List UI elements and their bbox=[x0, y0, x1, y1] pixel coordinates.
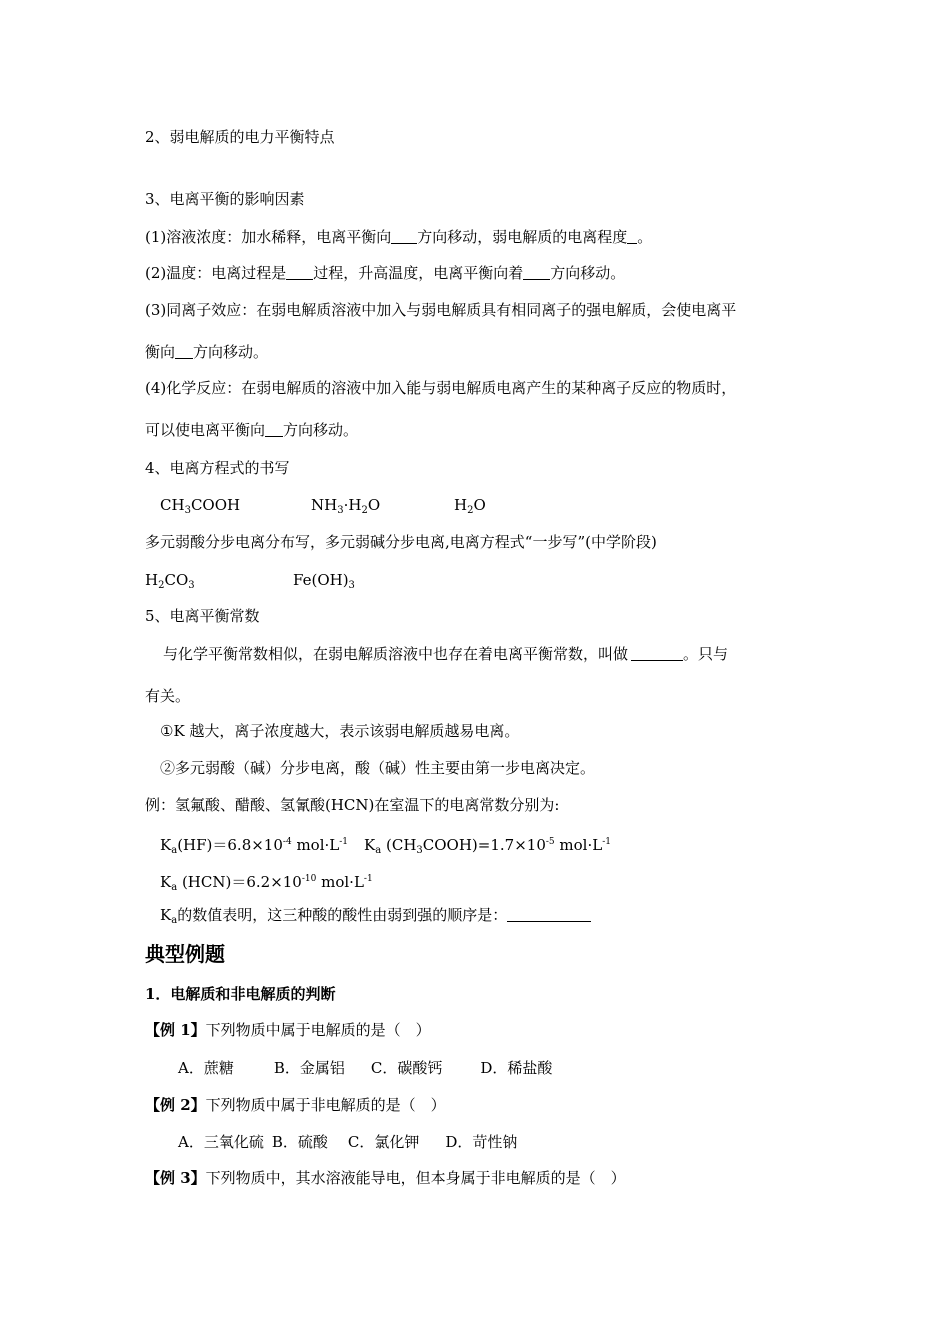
text: mol·L bbox=[291, 836, 340, 854]
option-a: A．蔗糖 bbox=[178, 1059, 234, 1077]
example-1-options bbox=[178, 1058, 552, 1078]
text: (2)温度：电离过程是 bbox=[145, 264, 287, 282]
blank bbox=[631, 646, 683, 661]
text: K bbox=[160, 873, 172, 891]
blank bbox=[265, 422, 283, 437]
option-a: A．三氧化硫 bbox=[178, 1133, 264, 1151]
subscript: 3 bbox=[337, 505, 344, 516]
stepwise-note: 多元弱酸分步电离分布写，多元弱碱分步电离,电离方程式“一步写”(中学阶段) bbox=[145, 533, 657, 551]
superscript: -1 bbox=[339, 837, 349, 847]
text: K bbox=[364, 836, 376, 854]
text: (1)溶液浓度：加水稀释，电离平衡向 bbox=[145, 228, 392, 246]
text: 方向移动。 bbox=[283, 421, 359, 439]
example-3-question bbox=[145, 1168, 626, 1188]
subscript: 3 bbox=[188, 580, 195, 591]
section-2-title: 2、弱电解质的电力平衡特点 bbox=[145, 128, 335, 146]
typical-examples-heading: 典型例题 bbox=[145, 942, 225, 966]
subscript: a bbox=[375, 845, 382, 856]
blank bbox=[507, 907, 591, 922]
factor-reaction-line1: (4)化学反应：在弱电解质的溶液中加入能与弱电解质电离产生的某种离子反应的物质时， bbox=[145, 379, 737, 397]
text: 方向移动，弱电解质的电离程度 bbox=[417, 228, 628, 246]
text: COOH)=1.7×10 bbox=[422, 836, 546, 854]
formula-ammonia-water bbox=[311, 495, 380, 521]
text: K bbox=[160, 836, 172, 854]
text: (HCN)＝6.2×10 bbox=[177, 873, 302, 891]
option-d: D．稀盐酸 bbox=[480, 1059, 553, 1077]
formula-carbonic-acid bbox=[145, 570, 195, 596]
option-c: C．碳酸钙 bbox=[370, 1059, 443, 1077]
factor-common-ion-line2 bbox=[145, 342, 268, 362]
superscript: -4 bbox=[282, 837, 292, 847]
blank bbox=[286, 265, 313, 280]
text: CH bbox=[160, 496, 185, 514]
subsection-1-title: 1．电解质和非电解质的判断 bbox=[145, 985, 336, 1003]
blank bbox=[523, 265, 550, 280]
text: 。只与 bbox=[683, 645, 729, 663]
section-5-title: 5、电离平衡常数 bbox=[145, 607, 260, 625]
question-text: 下列物质中，其水溶液能导电，但本身属于非电解质的是（ ） bbox=[205, 1169, 626, 1187]
subscript: 3 bbox=[416, 845, 423, 856]
example-2-question bbox=[145, 1095, 446, 1115]
text: 方向移动。 bbox=[193, 343, 269, 361]
example-intro: 例：氢氟酸、醋酸、氢氰酸(HCN)在室温下的电离常数分别为: bbox=[145, 796, 560, 814]
formula-acetic-acid bbox=[160, 495, 240, 521]
ka-hcn bbox=[160, 869, 373, 898]
factor-concentration bbox=[145, 227, 652, 247]
subscript: 2 bbox=[467, 505, 474, 516]
superscript: -1 bbox=[602, 837, 611, 847]
factor-reaction-line2 bbox=[145, 420, 358, 440]
example-1-question bbox=[145, 1020, 431, 1040]
formula-water bbox=[454, 495, 486, 521]
text: O bbox=[367, 496, 381, 514]
example-tag: 【例 3】 bbox=[145, 1169, 206, 1187]
text: 。 bbox=[637, 228, 653, 246]
option-b: B．硫酸 bbox=[271, 1133, 328, 1151]
superscript: -1 bbox=[363, 874, 373, 884]
text: 可以使电离平衡向 bbox=[145, 421, 266, 439]
example-tag: 【例 1】 bbox=[145, 1021, 206, 1039]
subscript: 2 bbox=[361, 505, 368, 516]
text: ·H bbox=[343, 496, 362, 514]
question-text: 下列物质中属于非电解质的是（ ） bbox=[205, 1096, 446, 1114]
section-3-title: 3、电离平衡的影响因素 bbox=[145, 190, 305, 208]
option-b: B．金属铝 bbox=[273, 1059, 345, 1077]
superscript: -5 bbox=[545, 837, 555, 847]
factor-temperature bbox=[145, 263, 625, 283]
option-d: D．苛性钠 bbox=[445, 1133, 518, 1151]
text: mol·L bbox=[316, 873, 364, 891]
subscript: 3 bbox=[184, 505, 191, 516]
subscript: 2 bbox=[158, 580, 165, 591]
factor-common-ion-line1: (3)同离子效应：在弱电解质溶液中加入与弱电解质具有相同离子的强电解质，会使电离平 bbox=[145, 301, 737, 319]
text: (CH bbox=[381, 836, 417, 854]
text: H bbox=[454, 496, 468, 514]
superscript: -10 bbox=[301, 874, 317, 884]
text: O bbox=[473, 496, 486, 514]
subscript: a bbox=[171, 845, 178, 856]
text: H bbox=[145, 571, 159, 589]
text: CO bbox=[164, 571, 189, 589]
formula-iron-hydroxide bbox=[293, 570, 355, 596]
text: (HF)＝6.8×10 bbox=[177, 836, 283, 854]
text: 与化学平衡常数相似，在弱电解质溶液中也存在着电离平衡常数，叫做 bbox=[163, 645, 629, 663]
text: Fe(OH) bbox=[293, 571, 349, 589]
subscript: a bbox=[171, 882, 178, 893]
question-text: 下列物质中属于电解质的是（ ） bbox=[205, 1021, 431, 1039]
subscript: 3 bbox=[348, 580, 355, 591]
option-c: C．氯化钾 bbox=[347, 1133, 420, 1151]
example-tag: 【例 2】 bbox=[145, 1096, 206, 1114]
text: K bbox=[160, 906, 172, 924]
subscript: a bbox=[171, 915, 178, 926]
text: 的数值表明，这三种酸的酸性由弱到强的顺序是： bbox=[177, 906, 508, 924]
blank bbox=[391, 229, 417, 244]
text: mol·L bbox=[554, 836, 603, 854]
blank bbox=[175, 344, 193, 359]
section-4-title: 4、电离方程式的书写 bbox=[145, 459, 290, 477]
example-2-options bbox=[178, 1132, 517, 1152]
rule-2: ②多元弱酸（碱）分步电离，酸（碱）性主要由第一步电离决定。 bbox=[160, 759, 596, 777]
text: COOH bbox=[190, 496, 241, 514]
constant-definition-cont: 有关。 bbox=[145, 687, 191, 705]
text: 衡向 bbox=[145, 343, 176, 361]
text: NH bbox=[311, 496, 338, 514]
ka-hf-and-acetic bbox=[160, 832, 611, 861]
ka-question bbox=[160, 905, 591, 931]
text: 方向移动。 bbox=[550, 264, 626, 282]
constant-definition bbox=[163, 644, 728, 664]
blank bbox=[627, 229, 637, 244]
text: 过程，升高温度，电离平衡向着 bbox=[313, 264, 524, 282]
rule-1: ①K 越大，离子浓度越大，表示该弱电解质越易电离。 bbox=[160, 722, 520, 740]
